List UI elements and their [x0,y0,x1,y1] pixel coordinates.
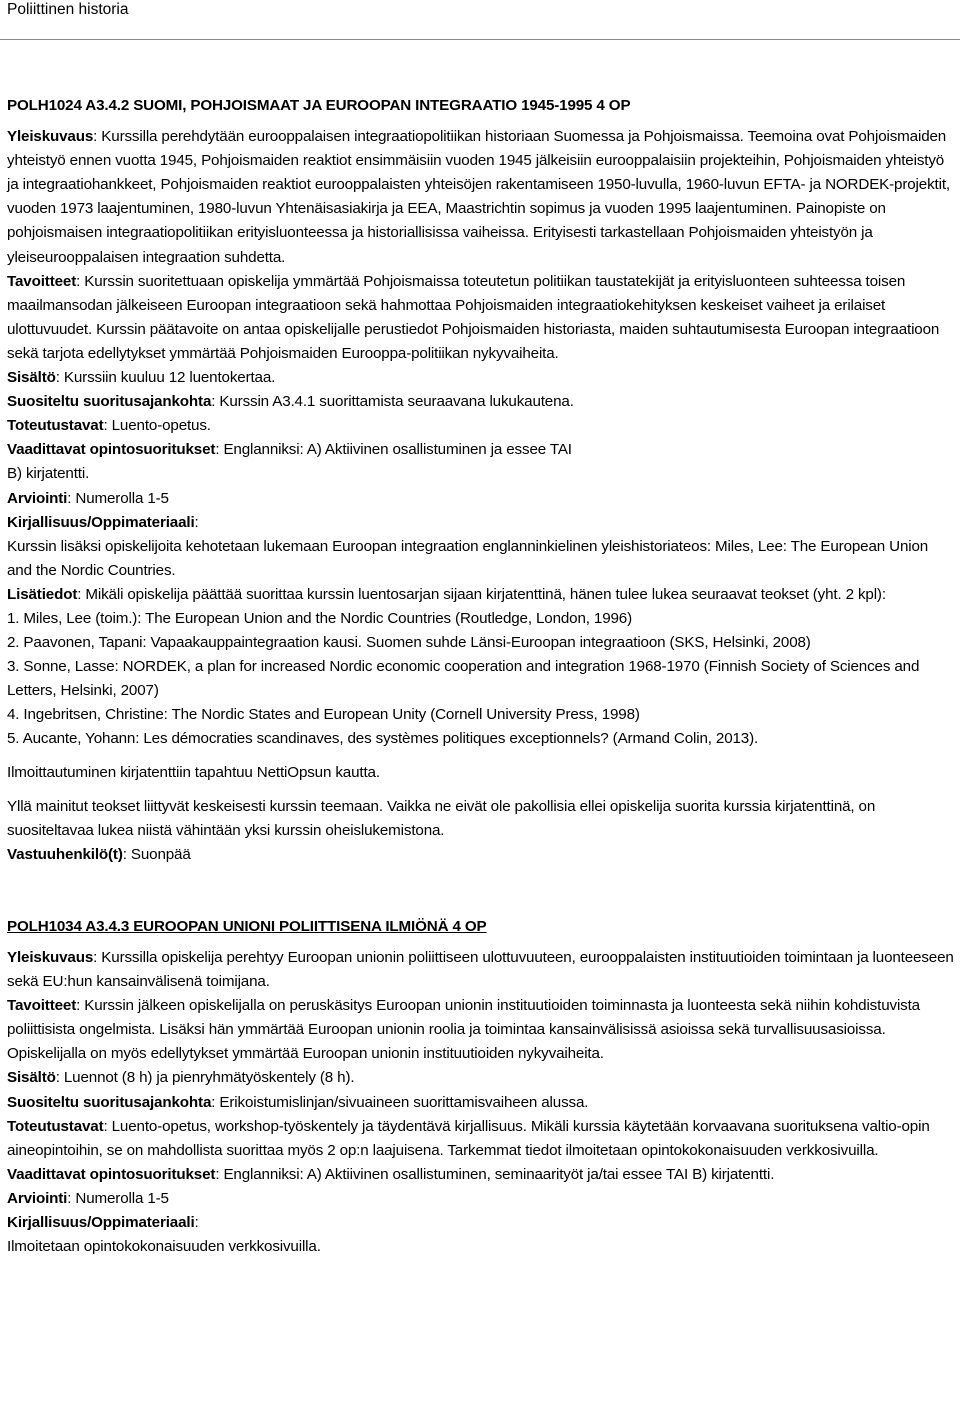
literature-label: Kirjallisuus/Oppimateriaali [7,513,195,531]
course-goals [7,994,955,1066]
course-overview [7,946,955,994]
grading-text: : Numerolla 1-5 [67,1189,169,1207]
book-item: 1. Miles, Lee (toim.): The European Union and the Nordic Countries (Routledge, London, 1996) [7,609,633,627]
requirements-text: : Englanniksi: A) Aktiivinen osallistuminen, seminaarityöt ja/tai essee TAI B) kirjatentti. [215,1165,775,1183]
requirements-label: Vaadittavat opintosuoritukset [7,1165,216,1183]
course-requirements [7,438,955,462]
literature-label: Kirjallisuus/Oppimateriaali [7,1214,195,1232]
course-literature-heading [7,1211,955,1235]
book-item: 3. Sonne, Lasse: NORDEK, a plan for increased Nordic economic cooperation and integration 1968-1970 (Finnish Society of Sciences and Letters, Helsinki, 2007) [7,658,920,700]
goals-label: Tavoitteet [7,997,77,1015]
course-grading [7,1187,955,1211]
requirements-text: : Englanniksi: A) Aktiivinen osallistuminen ja essee TAI [215,441,572,459]
course-title: POLH1034 A3.4.3 EUROOPAN UNIONI POLIITTISENA ILMIÖNÄ 4 OP [7,917,487,935]
method-label: Toteutustavat [7,417,104,435]
extra-text: : Mikäli opiskelija päättää suorittaa kurssin luentosarjan sijaan kirjatenttinä, hänen tulee lukea seuraavat teokset (yht. 2 kpl): [77,585,886,603]
course-title: POLH1024 A3.4.2 SUOMI, POHJOISMAAT JA EUROOPAN INTEGRAATIO 1945-1995 4 OP [7,97,631,114]
goals-text: : Kurssin jälkeen opiskelijalla on peruskäsitys Euroopan unionin instituutioiden toiminnasta ja luonteesta sekä niihin kohdistuvista poliittisista ongelmista. Lisäksi hän ymmärtää Euroopan unionin roolia ja toimintaa kansainvälisissä asioissa sekä turvallisuusasioissa. Opiskelijalla on myös edellytykset ymmärtää Euroopan unionin instituutioiden nykyvaiheita. [7,997,920,1063]
timing-text: : Kurssin A3.4.1 suorittamista seuraavana lukukautena. [211,393,574,411]
method-label: Toteutustavat [7,1117,104,1135]
document-body [7,94,955,1259]
method-text: : Luento-opetus. [103,417,211,435]
course-literature-heading [7,511,955,535]
content-text: : Luennot (8 h) ja pienryhmätyöskentely (8 h). [55,1069,355,1087]
grading-label: Arviointi [7,1189,68,1207]
course-method [7,414,955,438]
book-item: 2. Paavonen, Tapani: Vapaakauppaintegraation kausi. Suomen suhde Länsi-Euroopan integraatioon (SKS, Helsinki, 2008) [7,634,811,652]
course-grading [7,487,955,511]
registration-note: Ilmoittautuminen kirjatenttiin tapahtuu NettiOpsun kautta. [7,763,380,781]
course-overview [7,125,955,270]
method-text: : Luento-opetus, workshop-työskentely ja täydentävä kirjallisuus. Mikäli kurssia käytetään korvaavana suorituksena valtio-opin aineopintoihin, se on mahdollista suorittaa myös 2 op:n laajuisena. Tarkemmat tiedot ilmoitetaan opintokokonaisuuden verkkosivuilla. [7,1117,930,1159]
timing-label: Suositeltu suoritusajankohta [7,1093,212,1111]
course-section-polh1024 [7,94,955,867]
responsible-text: : Suonpää [122,845,191,863]
header-divider [0,39,960,40]
course-timing [7,1091,955,1115]
timing-label: Suositeltu suoritusajankohta [7,393,212,411]
course-content [7,366,955,390]
course-goals [7,270,955,366]
course-content [7,1066,955,1090]
course-requirements-cont: B) kirjatentti. [7,465,90,483]
course-responsible [7,843,955,867]
content-label: Sisältö [7,1069,56,1087]
literature-colon: : [194,513,199,531]
grading-label: Arviointi [7,489,68,507]
goals-label: Tavoitteet [7,272,77,290]
content-text: : Kurssiin kuuluu 12 luentokertaa. [55,369,276,387]
timing-text: : Erikoistumislinjan/sivuaineen suorittamisvaiheen alussa. [211,1093,589,1111]
course-method [7,1115,955,1163]
page-header [0,0,960,36]
course-extra-info [7,583,955,607]
books-note: Yllä mainitut teokset liittyvät keskeisesti kurssin teemaan. Vaikka ne eivät ole pakollisia ellei opiskelija suorita kurssia kirjatenttinä, on suositeltavaa lukea niistä vähintään yksi kurssin oheislukemistona. [7,797,876,839]
overview-label: Yleiskuvaus [7,128,94,146]
requirements-label: Vaadittavat opintosuoritukset [7,441,216,459]
content-label: Sisältö [7,369,56,387]
course-requirements [7,1163,955,1187]
overview-label: Yleiskuvaus [7,949,94,966]
course-timing [7,390,955,414]
responsible-label: Vastuuhenkilö(t) [7,845,123,863]
course-literature-text: Kurssin lisäksi opiskelijoita kehotetaan lukemaan Euroopan integraation englanninkielinen yleishistoriateos: Miles, Lee: The European Union and the Nordic Countries. [7,537,929,579]
extra-label: Lisätiedot [7,585,78,603]
book-item: 5. Aucante, Yohann: Les démocraties scandinaves, des systèmes politiques exceptionnels? (Armand Colin, 2013). [7,730,759,748]
literature-colon: : [194,1214,199,1232]
overview-text: : Kurssilla perehdytään eurooppalaisen integraatiopolitiikan historiaan Suomessa ja Pohjoismaissa. Teemoina ovat Pohjoismaiden yhteistyö ennen vuotta 1945, Pohjoismaiden reaktiot ensimmäisiin vuoden 1945 jälkeisiin eurooppalaisiin projekteihin, Pohjoismaiden yhteistyö ja integraatiohankkeet, Pohjoismaiden reaktiot eurooppalaisten yhteisöjen rakentamiseen 1950-luvulla, 1960-luvun EFTA- ja NORDEK-projektit, vuoden 1973 laajentuminen, 1980-luvun Yhtenäisasiakirja ja EEA, Maastrichtin sopimus ja vuoden 1995 laajentuminen. Painopiste on pohjoismaisen integraatiopolitiikan erityisluonteessa ja historiallisissa vaiheissa. Erityisesti tarkastellaan Pohjoismaiden yhteistyön ja yleiseurooppalaisen integraation suhdetta. [7,128,950,266]
book-item: 4. Ingebritsen, Christine: The Nordic States and European Unity (Cornell University Press, 1998) [7,706,640,724]
header-title: Poliittinen historia [7,1,129,18]
course-section-polh1034 [7,915,955,1259]
grading-text: : Numerolla 1-5 [67,489,169,507]
course-literature-text: Ilmoitetaan opintokokonaisuuden verkkosivuilla. [7,1238,321,1256]
overview-text: : Kurssilla opiskelija perehtyy Euroopan unionin poliittiseen ulottuvuuteen, eurooppalaisten instituutioiden toimintaan ja luonteeseen sekä EU:hun kansainvälisenä toimijana. [7,949,954,991]
goals-text: : Kurssin suoritettuaan opiskelija ymmärtää Pohjoismaissa toteutetun politiikan taustatekijät ja erityisluonteen suhteessa toisen maailmansodan jälkeiseen Euroopan integraatioon sekä hahmottaa Pohjoismaiden integraatiokehityksen keskeiset vaiheet ja erilaiset ulottuvuudet. Kurssin päätavoite on antaa opiskelijalle perustiedot Pohjoismaiden historiasta, maiden suhtautumisesta Euroopan integraatioon sekä tarjota edellytykset ymmärtää Pohjoismaiden Eurooppa-politiikan nykyvaiheita. [7,272,940,362]
